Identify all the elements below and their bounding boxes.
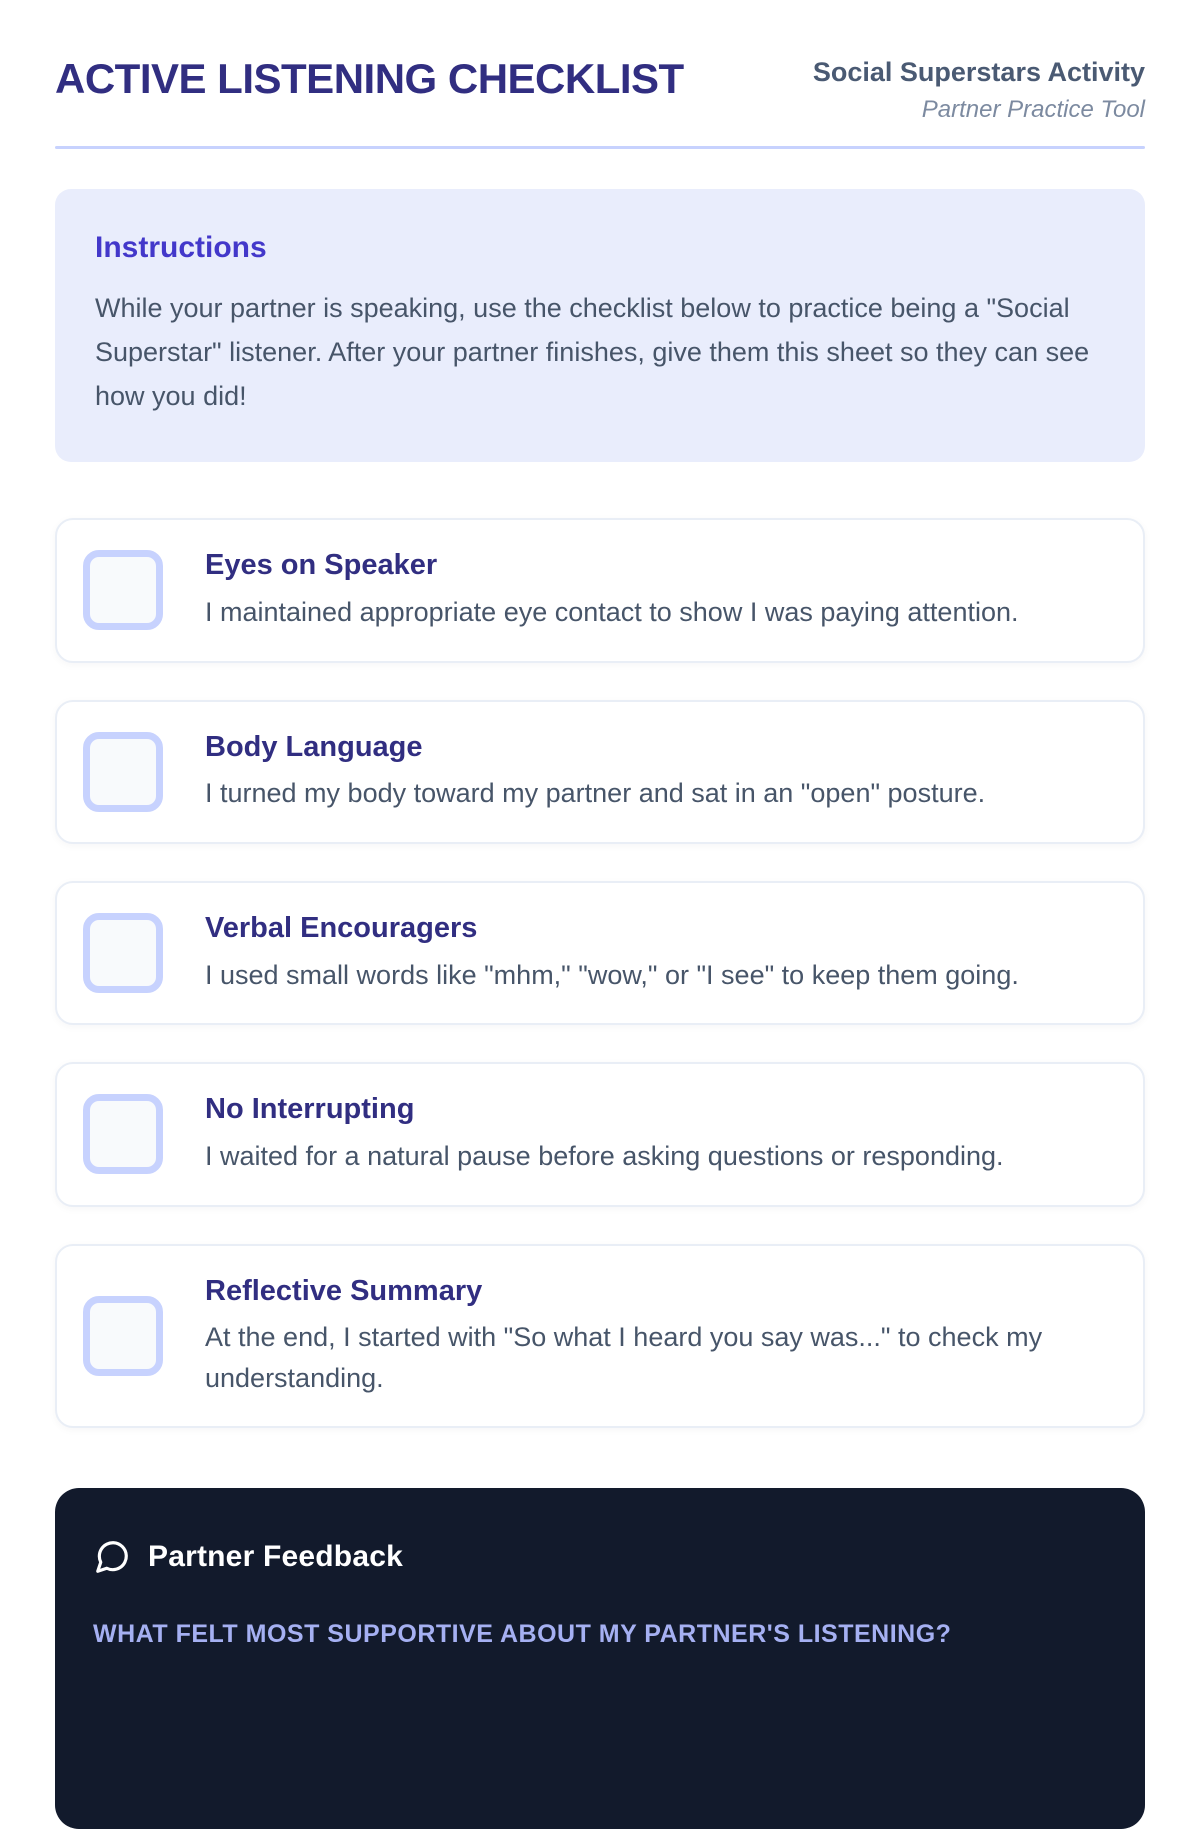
checkbox-no-interrupting[interactable]	[83, 1094, 163, 1174]
checklist-item-text	[205, 548, 1019, 632]
checklist-item-text	[205, 730, 985, 814]
speech-bubble-icon	[93, 1538, 131, 1576]
checklist-item-title: Body Language	[205, 730, 423, 763]
instructions-panel	[55, 189, 1145, 462]
checklist-item-reflective-summary	[55, 1244, 1145, 1429]
checkbox-eyes-on-speaker[interactable]	[83, 550, 163, 630]
checklist-item-text	[205, 1092, 1004, 1176]
checklist-item-title: Reflective Summary	[205, 1274, 483, 1307]
instructions-body: While your partner is speaking, use the checklist below to practice being a "Social Superstar" listener. After your partner finishes, give them this sheet so they can see how you did!	[95, 293, 1090, 411]
activity-name: Social Superstars Activity	[812, 57, 1145, 87]
feedback-question-label: WHAT FELT MOST SUPPORTIVE ABOUT MY PARTNER'S LISTENING?	[93, 1620, 952, 1649]
partner-feedback-title: Partner Feedback	[148, 1540, 403, 1574]
checkbox-verbal-encouragers[interactable]	[83, 913, 163, 993]
page-title: ACTIVE LISTENING CHECKLIST	[55, 55, 684, 102]
header-divider	[55, 146, 1145, 149]
checklist-item-text	[205, 1274, 1113, 1399]
checklist-item-description: I used small words like "mhm," "wow," or "I see" to keep them going.	[205, 959, 1019, 990]
checklist-item-eyes-on-speaker	[55, 518, 1145, 662]
checkbox-body-language[interactable]	[83, 732, 163, 812]
checklist-item-description: I waited for a natural pause before asking questions or responding.	[205, 1141, 1004, 1172]
header	[55, 56, 1145, 126]
checklist-item-description: I maintained appropriate eye contact to show I was paying attention.	[205, 597, 1019, 628]
activity-subtitle: Partner Practice Tool	[921, 95, 1145, 123]
partner-feedback-panel	[55, 1488, 1145, 1829]
checklist-item-description: At the end, I started with "So what I heard you say was..." to check my understanding.	[205, 1322, 1043, 1393]
checkbox-reflective-summary[interactable]	[83, 1296, 163, 1376]
checklist-item-body-language	[55, 700, 1145, 844]
checklist-item-title: Eyes on Speaker	[205, 549, 438, 582]
checklist-item-verbal-encouragers	[55, 881, 1145, 1025]
partner-feedback-header	[93, 1538, 1107, 1576]
checklist-item-text	[205, 911, 1019, 995]
checklist-item-no-interrupting	[55, 1062, 1145, 1206]
checklist	[55, 518, 1145, 1428]
checklist-item-title: No Interrupting	[205, 1093, 415, 1126]
header-meta	[813, 56, 1145, 126]
checklist-item-title: Verbal Encouragers	[205, 911, 478, 944]
checklist-item-description: I turned my body toward my partner and sat in an "open" posture.	[205, 778, 986, 809]
instructions-heading: Instructions	[95, 231, 267, 265]
